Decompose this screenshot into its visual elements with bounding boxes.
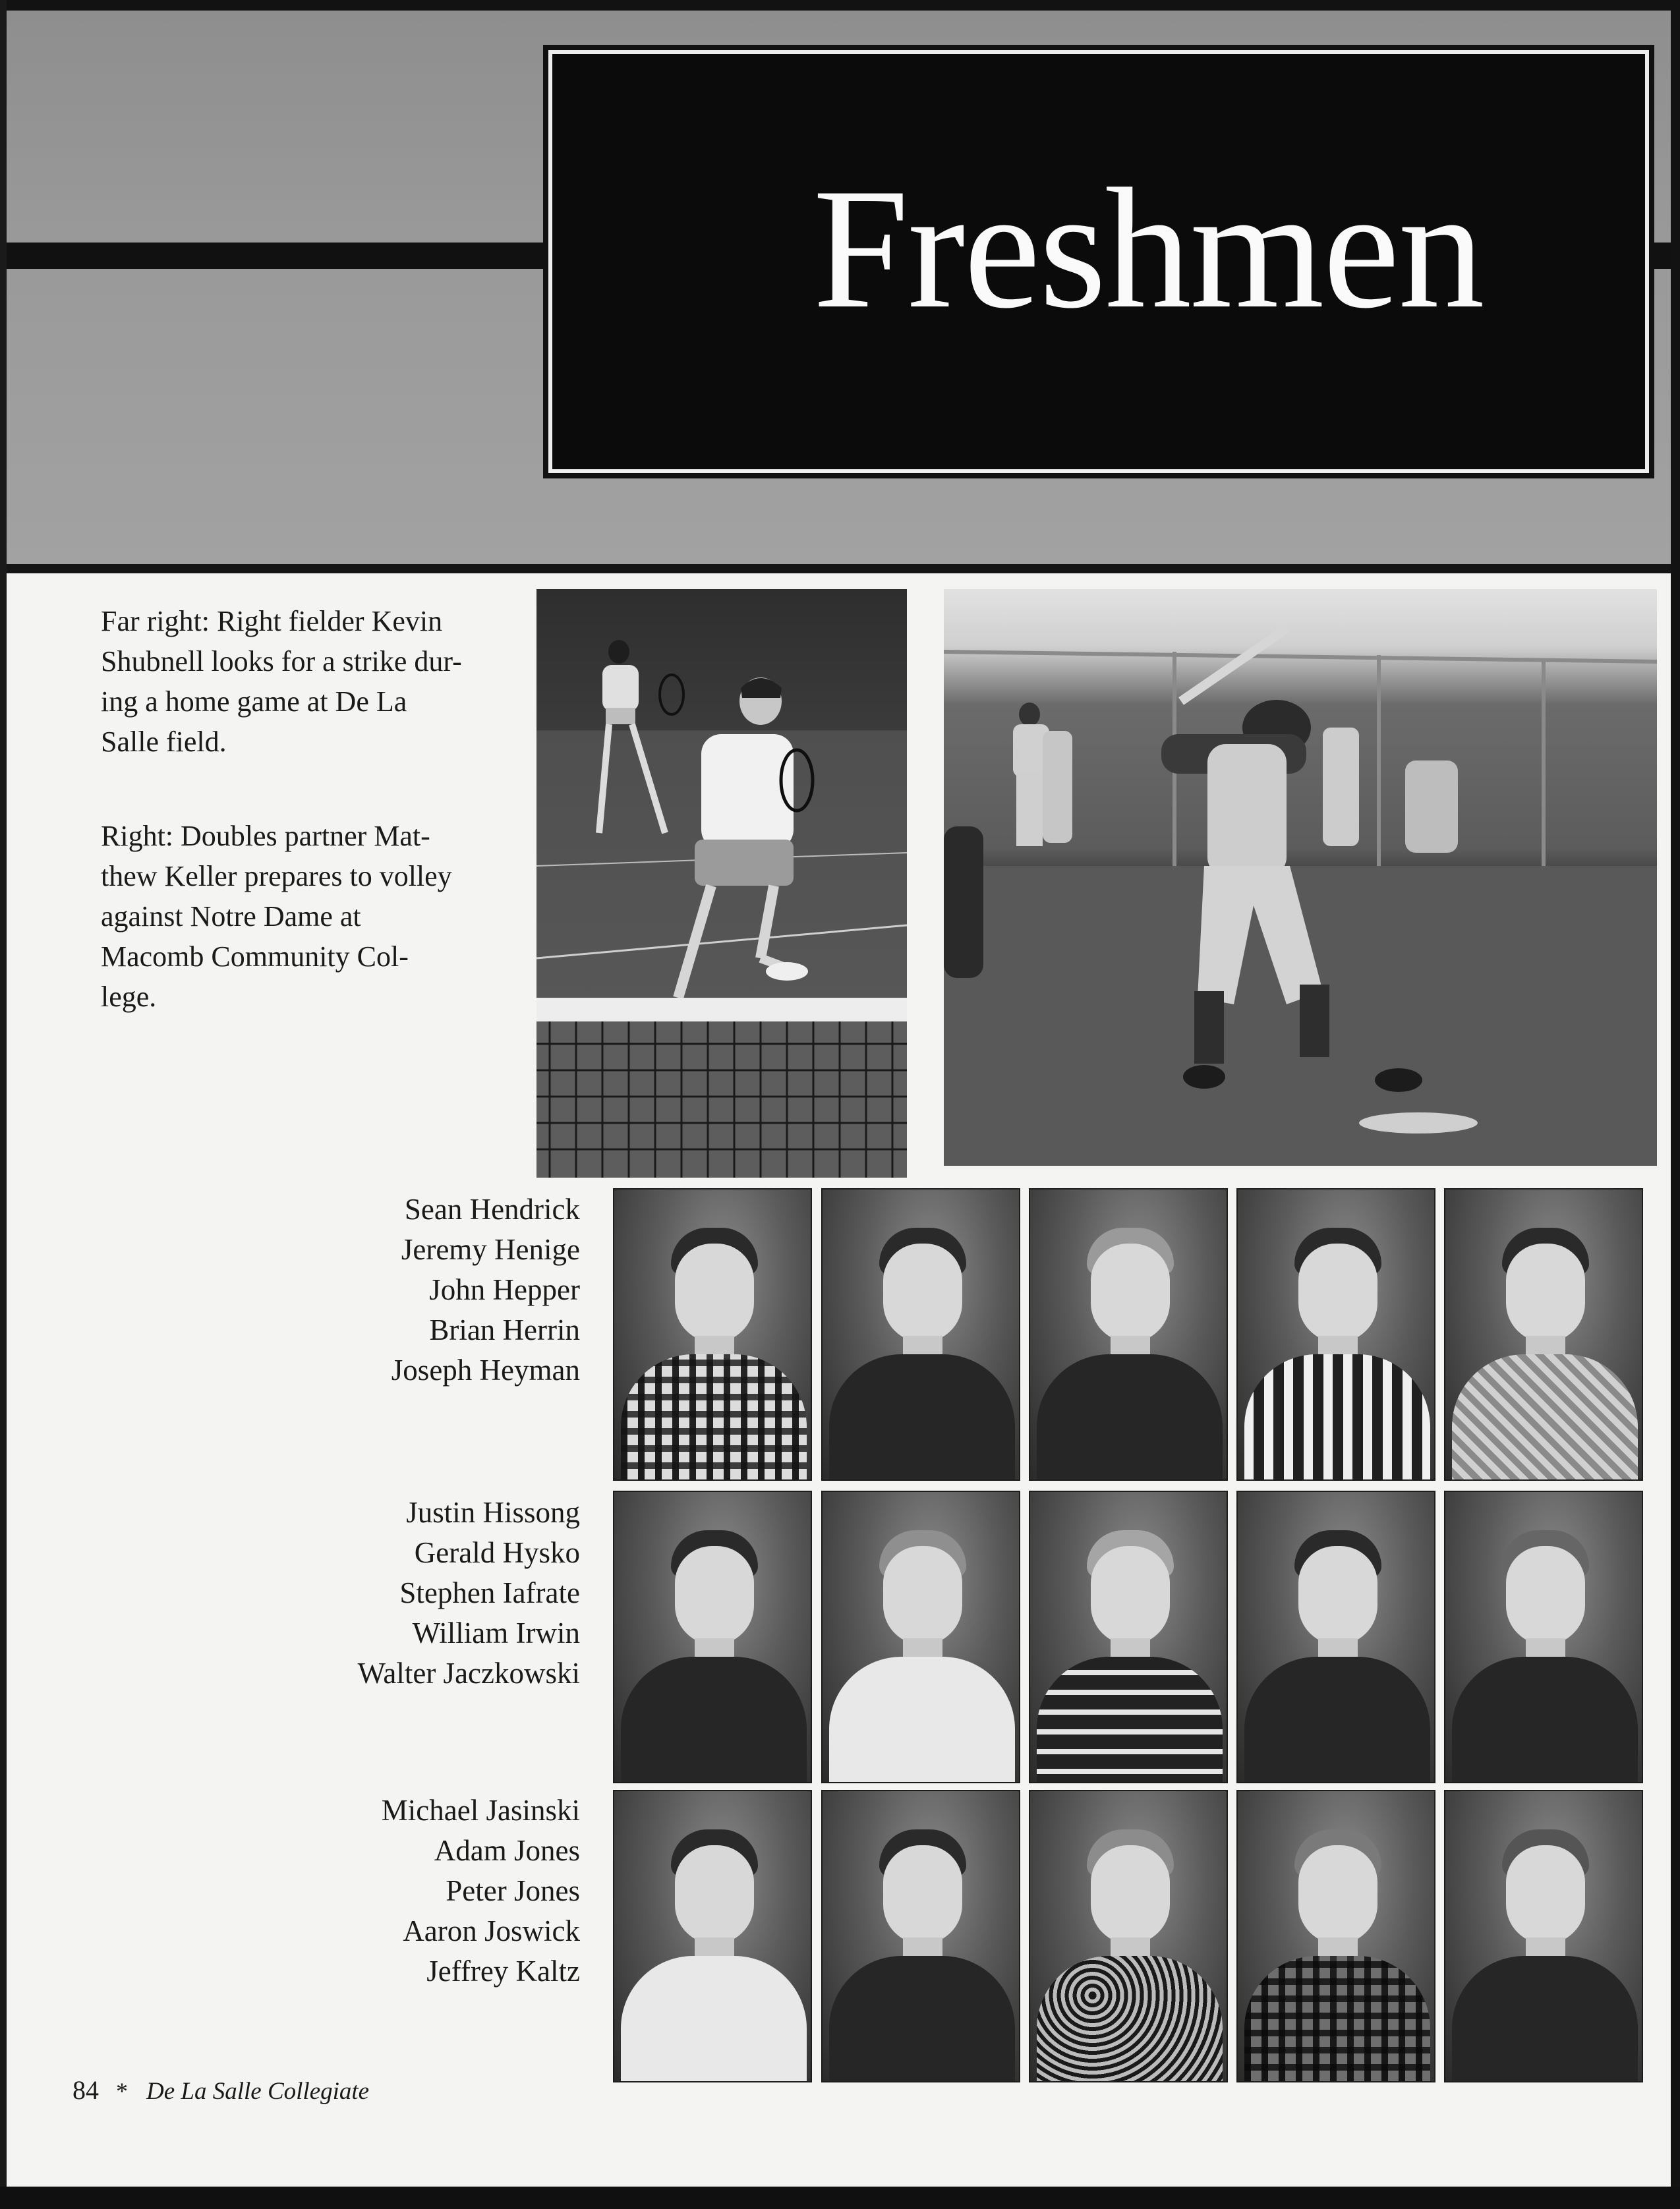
caption-line: lege. [101, 981, 157, 1013]
tennis-photo [536, 589, 907, 1178]
baseball-scene [944, 589, 1657, 1166]
portrait-photo [613, 1790, 812, 2082]
page-top-edge [0, 0, 1680, 11]
portrait-photo [1236, 1790, 1435, 2082]
page-left-edge [0, 0, 7, 2209]
portrait-photo [1029, 1188, 1228, 1481]
footer-school-name: De La Salle Collegiate [146, 2078, 370, 2105]
tennis-scene [536, 589, 907, 1178]
portrait-photo [1444, 1790, 1643, 2082]
student-name: Jeremy Henige [401, 1233, 580, 1266]
caption-line: thew Keller prepares to volley [101, 860, 452, 892]
student-name: Jeffrey Kaltz [426, 1955, 580, 1988]
student-name: Sean Hendrick [404, 1193, 580, 1226]
student-name: Justin Hissong [406, 1496, 580, 1529]
portrait-photo [1444, 1188, 1643, 1481]
footer-separator: * [116, 2078, 128, 2104]
caption-line: Shubnell looks for a strike dur- [101, 645, 462, 677]
caption-right [101, 816, 496, 1017]
caption-line: against Notre Dame at [101, 900, 361, 932]
portrait-photo [1444, 1491, 1643, 1783]
header-rule [7, 564, 1671, 573]
student-name: John Hepper [429, 1273, 580, 1306]
caption-line: Salle field. [101, 726, 227, 758]
student-name: Michael Jasinski [381, 1794, 580, 1827]
page-bottom-edge [0, 2187, 1680, 2209]
portrait-photo [821, 1188, 1020, 1481]
page-number: 84 [72, 2075, 99, 2105]
student-name: Walter Jaczkowski [357, 1657, 580, 1690]
portrait-photo [1236, 1188, 1435, 1481]
student-name: Aaron Joswick [403, 1914, 580, 1947]
caption-far-right [101, 601, 496, 762]
names-group-3 [290, 1791, 580, 1992]
names-group-2 [290, 1493, 580, 1694]
portrait-photo [613, 1188, 812, 1481]
names-group-1 [290, 1190, 580, 1391]
student-name: Peter Jones [446, 1874, 580, 1907]
portrait-photo [821, 1491, 1020, 1783]
caption-line: Right: Doubles partner Mat- [101, 820, 430, 852]
caption-line: ing a home game at De La [101, 685, 407, 718]
student-name: William Irwin [412, 1617, 580, 1650]
portrait-photo [613, 1491, 812, 1783]
page-title: Freshmen [813, 153, 1484, 344]
student-name: Stephen Iafrate [399, 1576, 580, 1609]
portrait-photo [1029, 1491, 1228, 1783]
portrait-photo [821, 1790, 1020, 2082]
student-name: Gerald Hysko [414, 1536, 580, 1569]
portrait-photo [1029, 1790, 1228, 2082]
page-right-edge [1671, 0, 1680, 2209]
portrait-photo [1236, 1491, 1435, 1783]
baseball-photo [944, 589, 1657, 1166]
student-name: Joseph Heyman [391, 1354, 580, 1387]
student-name: Adam Jones [434, 1834, 580, 1867]
caption-line: Far right: Right fielder Kevin [101, 605, 443, 637]
caption-line: Macomb Community Col- [101, 940, 409, 973]
header-stripe-left [7, 243, 555, 269]
student-name: Brian Herrin [429, 1313, 580, 1346]
